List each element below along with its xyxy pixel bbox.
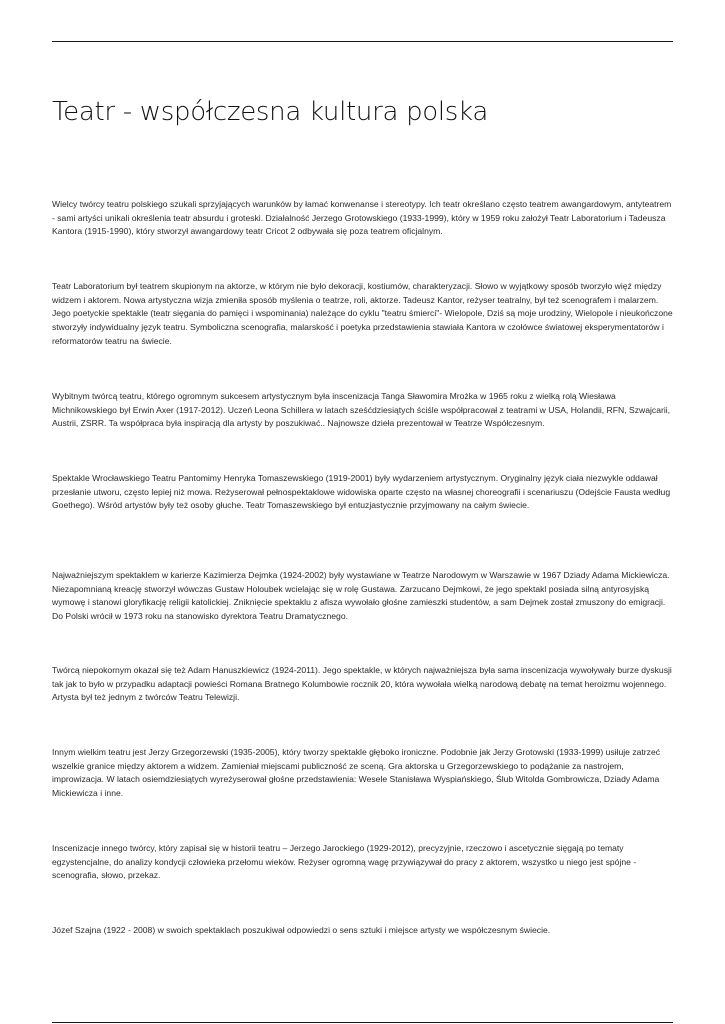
bottom-divider xyxy=(52,1022,673,1023)
paragraph: Józef Szajna (1922 - 2008) w swoich spektaklach poszukiwał odpowiedzi o sens sztuki i miejsce artysty we współczesnym świecie. xyxy=(52,925,551,935)
paragraph: Spektakle Wrocławskiego Teatru Pantomimy Henryka Tomaszewskiego (1919-2001) były wydarzeniem artystycznym. Oryginalny język ciała niezwykle oddawał przesłanie utworu, często lepiej niż mowa. Reżyserował pełnospektaklowe widowiska oparte często na własnej choreografii i scenariuszu (Odejście Fausta według Goethego). Wśród artystów były też osoby głuche. Teatr Tomaszewskiego był entuzjastycznie przyjmowany na całym świecie. xyxy=(52,473,671,511)
top-divider xyxy=(52,41,673,42)
paragraph: Wielcy twórcy teatru polskiego szukali sprzyjających warunków by łamać konwenanse i stereotypy. Ich teatr określano często teatrem awangardowym, antyteatrem - sami artyści unikali określenia teatr absurdu i groteski. Działalność Jerzego Grotowskiego (1933-1999), który w 1959 roku założył Teatr Laboratorium i Tadeusza Kantora (1915-1990), który stworzył awangardowy teatr Cricot 2 odbywała się poza teatrem oficjalnym. xyxy=(52,199,672,237)
paragraph: Najważniejszym spektaklem w karierze Kazimierza Dejmka (1924-2002) były wystawiane w Teatrze Narodowym w Warszawie w 1967 Dziady Adama Mickiewicza. Niezapomnianą kreację stworzył wówczas Gustaw Holoubek wcielając się w rolę Gustawa. Zarzucano Dejmkowi, że jego spektakl posiada silną antyrosyjską wymowę i stanowi gloryfikację religii katolickiej. Zniknięcie spektaklu z afisza wywołało głośne zamieszki studentów, a sam Dejmek został zmuszony do emigracji. Do Polski wrócił w 1973 roku na stanowisko dyrektora Teatru Dramatycznego. xyxy=(52,570,670,622)
paragraph: Innym wielkim teatru jest Jerzy Grzegorzewski (1935-2005), który tworzy spektakle głęboko ironiczne. Podobnie jak Jerzy Grotowski (1933-1999) usiłuje zatrzeć wszelkie granice między aktorem a widzem. Zamieniał miejscami publiczność ze sceną. Gra aktorska u Grzegorzewskiego to podążanie za nastrojem, improwizacja. W latach osiemdziesiątych wyreżyserował głośne przedstawienia: Wesele Stanisława Wyspiańskiego, Ślub Witolda Gombrowicza, Dziady Adama Mickiewicza i inne. xyxy=(52,747,661,799)
paragraph: Wybitnym twórcą teatru, którego ogromnym sukcesem artystycznym była inscenizacja Tanga Sławomira Mrożka w 1965 roku z wielką rolą Wiesława Michnikowskiego był Erwin Axer (1917-2012). Uczeń Leona Schillera w latach sześćdziesiątych ściśle współpracował z teatrami w USA, Holandii, RFN, Szwajcarii, Austrii, ZSRR. Ta współpraca była inspiracją dla artysty by poszukiwać.. Najnowsze dzieła prezentował w Teatrze Współczesnym. xyxy=(52,391,671,429)
paragraph: Teatr Laboratorium był teatrem skupionym na aktorze, w którym nie było dekoracji, kostiumów, charakteryzacji. Słowo w wyjątkowy sposób tworzyło więź między widzem i aktorem. Nowa artystyczna wizja zmieniła sposób myślenia o teatrze, roli, aktorze. Tadeusz Kantor, reżyser teatralny, był też scenografem i malarzem. Jego poetyckie spektakle (teatr sięgania do pamięci i wspominania) należące do cyklu "teatru śmierci"- Wielopole, Dziś są moje urodziny, Wielopole i nieukończone stworzyły indywidualny język teatru. Symboliczna scenografia, malarskość i poetyka przedstawienia stawiała Kantora w czołówce światowej eksperymentatorów i reformatorów teatru na świecie. xyxy=(52,281,673,346)
page-title: Teatr - współczesna kultura polska xyxy=(52,97,488,127)
paragraph: Twórcą niepokornym okazał się też Adam Hanuszkiewicz (1924-2011). Jego spektakle, w których najważniejsza była sama inscenizacja wywoływały burze dyskusji tak jak to było w przypadku adaptacji powieści Romana Bratnego Kolumbowie rocznik 20, która wywołała wielką narodową debatę na temat heroizmu wojennego. Artysta był też jednym z twórców Teatru Telewizji. xyxy=(52,665,672,703)
paragraph: Inscenizacje innego twórcy, który zapisał się w historii teatru – Jerzego Jarockiego (1929-2012), precyzyjnie, rzeczowo i ascetycznie sięgają po tematy egzystencjalne, do analizy kondycji człowieka przełomu wieków. Reżyser ogromną wagę przywiązywał do pracy z aktorem, wszystko u niego jest spójne - scenografia, słowo, przekaz. xyxy=(52,843,637,881)
